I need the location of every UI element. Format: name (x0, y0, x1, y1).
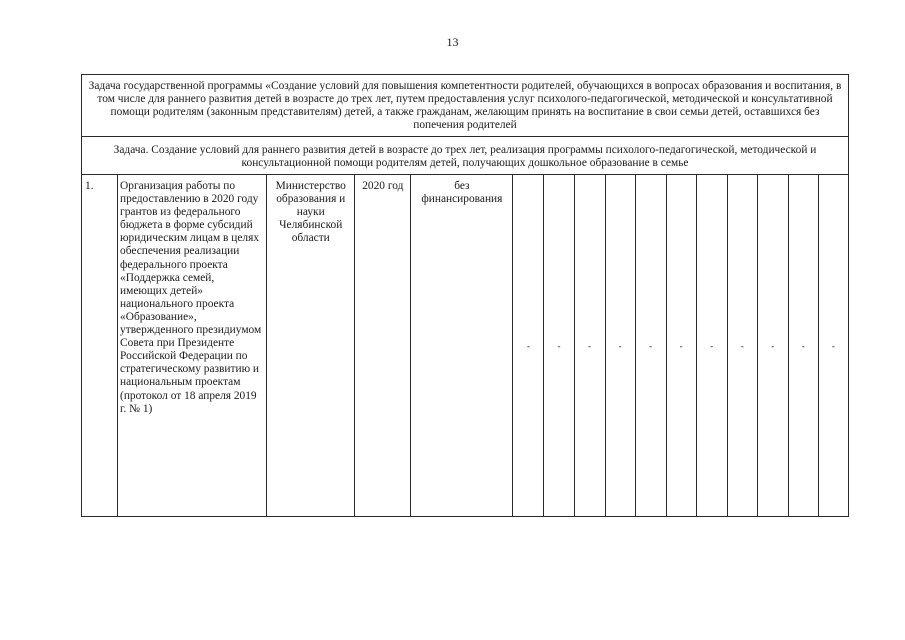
subtask-heading: Задача. Создание условий для раннего развития детей в возрасте до трех лет, реализация программы психолого-педагогической, методической и консультационной помощи родителям детей, получающих дошкольное образование в семье (82, 137, 849, 175)
activity-description: Организация работы по предоставлению в 2020 году грантов из федерального бюджета в форме субсидий юридическим лицам в целях обеспечения реализации федерального проекта «Поддержка семей, имеющих детей» национального проекта «Образование», утвержденного президиумом Совета при Президенте Российской Федерации по стратегическому развитию и национальным проектам (протокол от 18 апреля 2019 г. № 1) (118, 175, 267, 517)
executor-cell: Министерство образования и науки Челябинской области (267, 175, 355, 517)
indicator-cell: - (574, 175, 605, 517)
row-number: 1. (82, 175, 118, 517)
page-number: 13 (446, 35, 459, 49)
indicator-cell: - (635, 175, 666, 517)
indicator-cell: - (544, 175, 574, 517)
indicator-cell: - (605, 175, 635, 517)
indicator-cell: - (788, 175, 818, 517)
indicator-cell: - (696, 175, 727, 517)
indicator-cell: - (513, 175, 544, 517)
indicator-cell: - (727, 175, 757, 517)
program-task-heading: Задача государственной программы «Создание условий для повышения компетентности родителей, обучающихся в вопросах образования и воспитания, в том числе для раннего развития детей в возрасте до трех лет, путем предоставления услуг психолого-педагогической, методической и консультативной помощи родителям (законным представителям) детей, а также гражданам, желающим принять на воспитание в свои семьи детей, оставшихся без попечения родителей (82, 75, 849, 137)
funding-cell: без финансирования (411, 175, 513, 517)
year-cell: 2020 год (355, 175, 411, 517)
indicator-cell: - (666, 175, 696, 517)
indicator-cell: - (757, 175, 788, 517)
table-row (82, 175, 849, 517)
program-table (81, 74, 849, 517)
indicator-cell: - (818, 175, 848, 517)
